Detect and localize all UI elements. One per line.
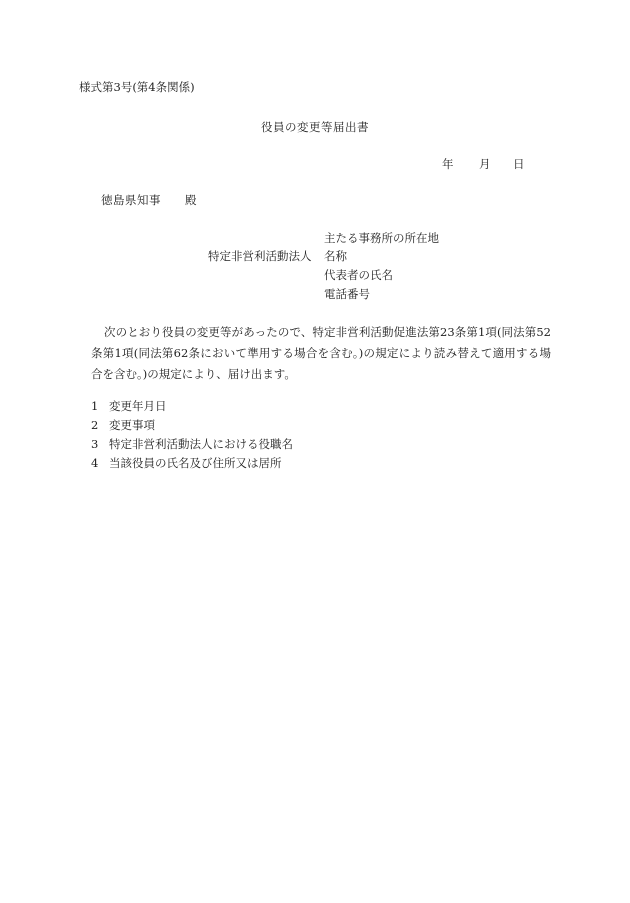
list-item-text: 変更事項 bbox=[109, 418, 155, 432]
applicant-org-label: 特定非営利活動法人 bbox=[208, 249, 312, 263]
recipient-honorific: 殿 bbox=[185, 193, 197, 207]
date-year-label: 年 bbox=[442, 157, 454, 171]
applicant-address-label: 主たる事務所の所在地 bbox=[324, 231, 439, 245]
document-title: 役員の変更等届出書 bbox=[261, 120, 369, 134]
applicant-representative-label: 代表者の氏名 bbox=[324, 268, 393, 282]
date-day-label: 日 bbox=[513, 157, 525, 171]
applicant-name-label: 名称 bbox=[324, 249, 347, 263]
form-number: 様式第3号(第4条関係) bbox=[79, 80, 195, 94]
list-item-number: 4 bbox=[91, 456, 99, 470]
list-item-number: 1 bbox=[91, 399, 99, 413]
recipient-name: 徳島県知事 bbox=[101, 193, 161, 207]
list-item-text: 当該役員の氏名及び住所又は居所 bbox=[109, 456, 282, 470]
recipient bbox=[101, 193, 197, 208]
list-item bbox=[91, 418, 155, 433]
list-item bbox=[91, 456, 282, 471]
list-item-text: 特定非営利活動法人における役職名 bbox=[109, 437, 293, 451]
applicant-phone-label: 電話番号 bbox=[324, 287, 370, 301]
list-item-number: 3 bbox=[91, 437, 99, 451]
list-item bbox=[91, 399, 167, 414]
list-item-number: 2 bbox=[91, 418, 99, 432]
list-item bbox=[91, 437, 293, 452]
list-item-text: 変更年月日 bbox=[109, 399, 167, 413]
body-paragraph: 次のとおり役員の変更等があったので、特定非営利活動促進法第23条第1項(同法第52条第1項(同法第62条において準用する場合を含む。)の規定により読み替えて適用する場合を含む。)の規定により、届け出ます。 bbox=[91, 325, 551, 381]
date-month-label: 月 bbox=[479, 157, 491, 171]
